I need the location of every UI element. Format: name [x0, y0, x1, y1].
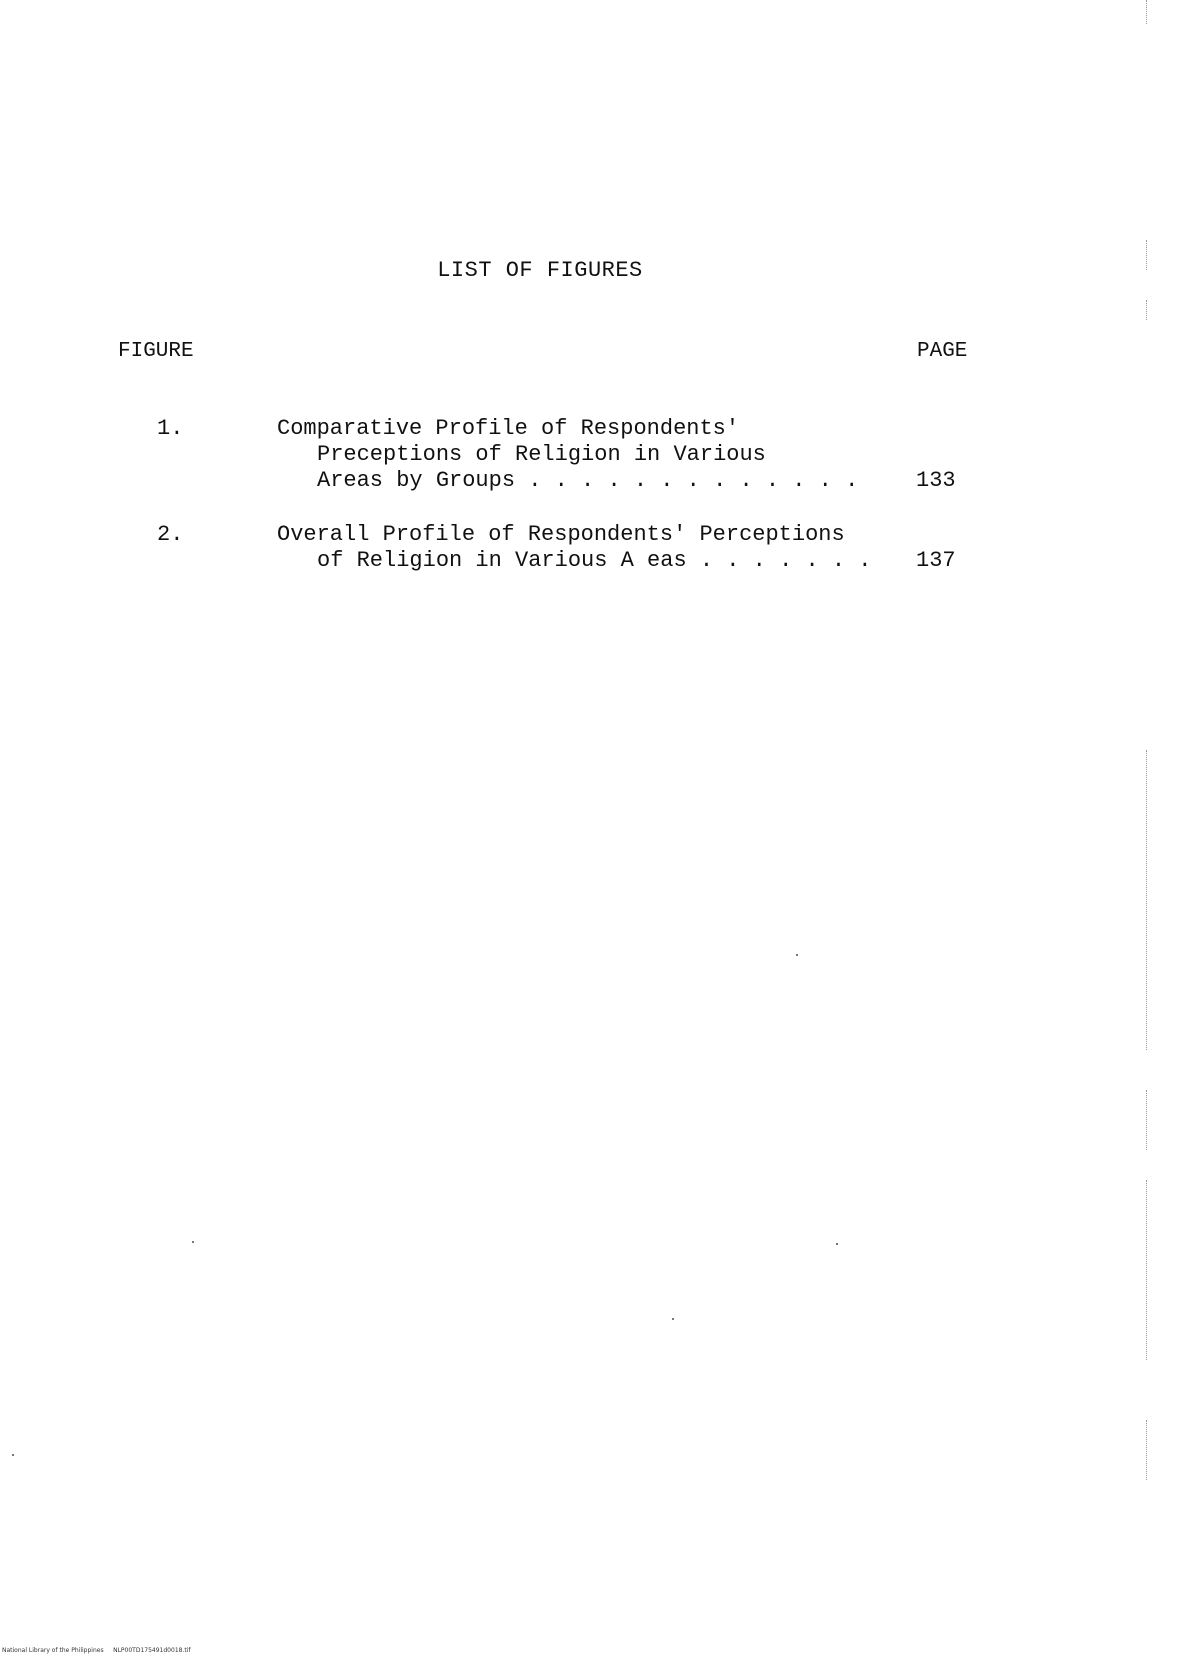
scan-edge-mark: [1146, 1090, 1148, 1150]
scan-speck: [836, 1243, 838, 1245]
figure-page-number: 133: [916, 468, 956, 493]
page-column-header: PAGE: [917, 340, 968, 363]
figure-title-line: of Religion in Various A eas . . . . . . .: [317, 548, 872, 573]
scan-edge-mark: [1146, 300, 1148, 320]
footer-scan-label: National Library of the Philippines NLP00TD175491d0018.tif: [2, 1647, 191, 1654]
scan-speck: [192, 1241, 194, 1243]
scan-edge-mark: [1146, 1420, 1148, 1480]
scan-edge-mark: [1146, 240, 1148, 270]
scan-edge-mark: [1146, 0, 1148, 24]
figure-title-line: Areas by Groups . . . . . . . . . . . . .: [317, 468, 859, 493]
figure-page-number: 137: [916, 548, 956, 573]
figure-title-line: Overall Profile of Respondents' Perceptions: [277, 522, 845, 547]
figure-title-line: Comparative Profile of Respondents': [277, 416, 740, 441]
scan-speck: [12, 1454, 14, 1456]
figure-number: 1.: [157, 416, 184, 441]
scan-speck: [672, 1318, 674, 1320]
scan-speck: [796, 954, 798, 956]
figure-title-line: Preceptions of Religion in Various: [317, 442, 766, 467]
scan-edge-mark: [1146, 1180, 1148, 1360]
figure-column-header: FIGURE: [118, 340, 194, 363]
figure-number: 2.: [157, 522, 184, 547]
page-title: LIST OF FIGURES: [437, 258, 643, 283]
scan-edge-mark: [1146, 750, 1148, 1050]
